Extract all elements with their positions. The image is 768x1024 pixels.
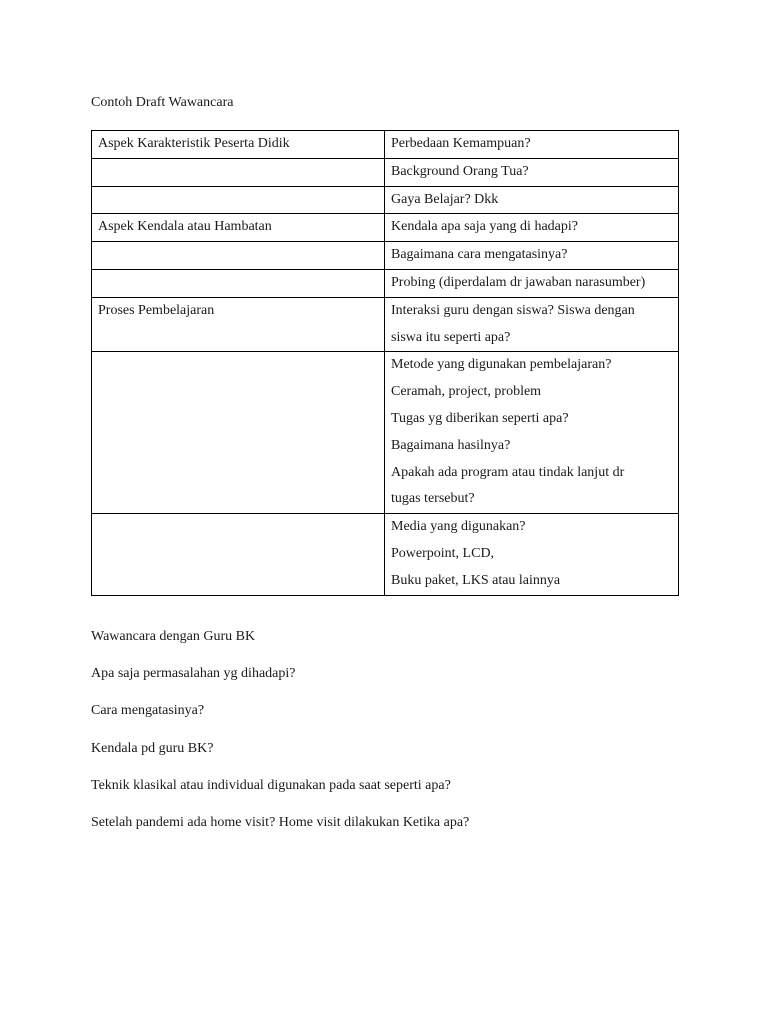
table-row (92, 186, 679, 214)
aspect-cell (92, 242, 385, 270)
table-row (92, 514, 679, 595)
table-row (92, 269, 679, 297)
aspect-cell (92, 352, 385, 514)
guru-bk-notes (91, 628, 469, 851)
question-line: Powerpoint, LCD, (391, 545, 495, 561)
question-line: Perbedaan Kemampuan? (391, 136, 531, 151)
question-line: Gaya Belajar? Dkk (391, 191, 499, 207)
question-line: Bagaimana cara mengatasinya? (391, 247, 568, 263)
question-cell (385, 297, 679, 352)
question-line: Interaksi guru dengan siswa? Siswa dengan (391, 302, 635, 318)
note-question: Teknik klasikal atau individual digunakan pada saat seperti apa? (91, 777, 451, 793)
question-line: Apakah ada program atau tindak lanjut dr (391, 464, 625, 480)
question-cell (385, 131, 679, 159)
note-question: Cara mengatasinya? (91, 703, 205, 719)
aspect-cell (92, 214, 385, 242)
question-cell (385, 242, 679, 270)
interview-table-body (92, 131, 679, 596)
aspect-cell (92, 131, 385, 159)
page-title: Contoh Draft Wawancara (91, 95, 234, 110)
table-row (92, 214, 679, 242)
note-question: Setelah pandemi ada home visit? Home visit dilakukan Ketika apa? (91, 814, 470, 830)
aspect-cell (92, 158, 385, 186)
table-row (92, 297, 679, 352)
question-line: Probing (diperdalam dr jawaban narasumber) (391, 274, 646, 290)
note-question: Apa saja permasalahan yg dihadapi? (91, 666, 296, 682)
question-cell (385, 269, 679, 297)
question-line: Buku paket, LKS atau lainnya (391, 572, 561, 588)
question-line: siswa itu seperti apa? (391, 329, 511, 345)
table-row (92, 352, 679, 514)
question-line: Bagaimana hasilnya? (391, 437, 511, 453)
notes-heading: Wawancara dengan Guru BK (91, 629, 256, 644)
aspect-label: Aspek Kendala atau Hambatan (98, 219, 272, 235)
note-question: Kendala pd guru BK? (91, 740, 214, 756)
question-cell (385, 514, 679, 595)
question-line: Media yang digunakan? (391, 519, 526, 535)
question-cell (385, 214, 679, 242)
question-cell (385, 158, 679, 186)
question-line: Tugas yg diberikan seperti apa? (391, 410, 569, 426)
aspect-cell (92, 186, 385, 214)
question-line: Kendala apa saja yang di hadapi? (391, 219, 578, 235)
aspect-cell (92, 514, 385, 595)
table-row (92, 131, 679, 159)
aspect-label: Proses Pembelajaran (98, 302, 215, 318)
question-line: tugas tersebut? (391, 491, 475, 507)
interview-table (91, 130, 679, 596)
table-row (92, 158, 679, 186)
aspect-cell (92, 297, 385, 352)
question-line: Background Orang Tua? (391, 163, 529, 179)
aspect-label: Aspek Karakteristik Peserta Didik (98, 136, 290, 151)
question-line: Metode yang digunakan pembelajaran? (391, 357, 612, 373)
question-cell (385, 352, 679, 514)
question-line: Ceramah, project, problem (391, 384, 542, 400)
table-row (92, 242, 679, 270)
aspect-cell (92, 269, 385, 297)
question-cell (385, 186, 679, 214)
